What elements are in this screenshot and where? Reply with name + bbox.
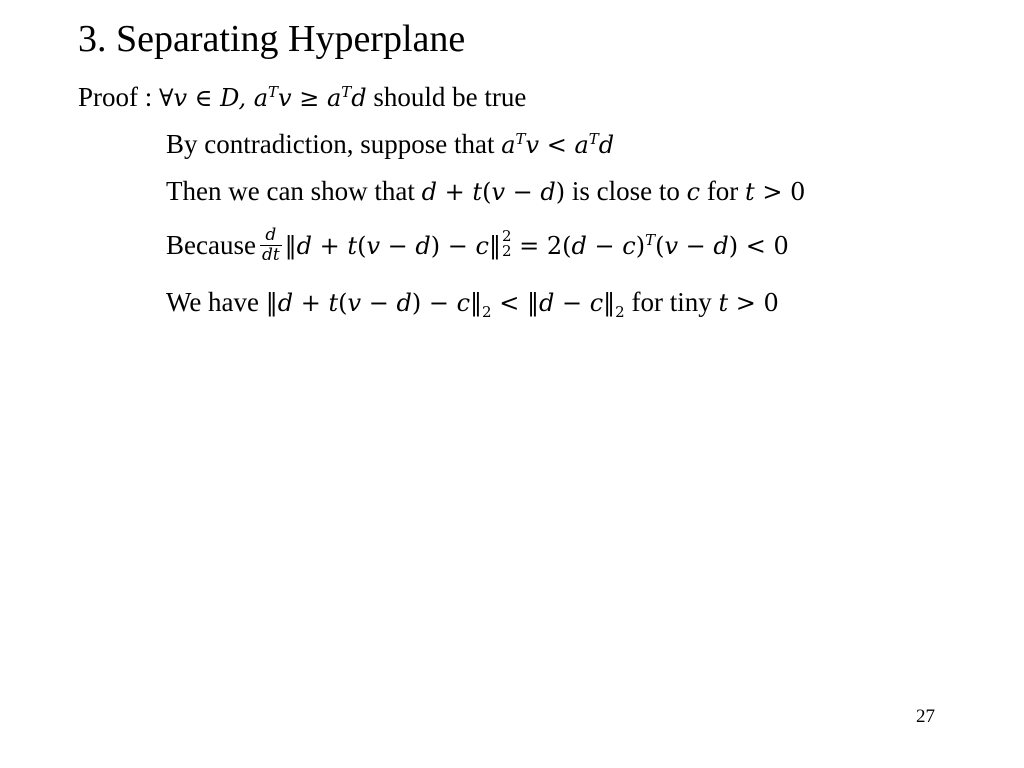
because-line <box>166 225 789 267</box>
contradiction-line <box>166 127 614 162</box>
we-have-line <box>166 285 779 320</box>
then-line <box>166 174 805 209</box>
slide-title: 3. Separating Hyperplane <box>78 18 466 60</box>
then-text: Then we can show that <box>166 176 415 206</box>
page-number: 27 <box>916 706 935 727</box>
proof-line <box>78 80 526 115</box>
close-to-text: is close to <box>571 176 680 206</box>
tiny-t-formula: t > 0 <box>718 289 779 317</box>
then-formula: d + t(v − d) <box>421 178 566 206</box>
proof-statement: should be true <box>373 82 527 112</box>
for-text: for <box>706 176 739 206</box>
for-tiny-text: for tiny <box>631 287 712 317</box>
contradiction-text: By contradiction, suppose that <box>166 129 495 159</box>
because-text: Because <box>166 230 256 260</box>
we-have-formula: ‖d + $t(v - d) - c‖_2$ < ‖d − $c‖_2$ <box>265 289 625 321</box>
derivative-fraction: $\frac{d}{dt}$ <box>261 225 280 266</box>
c-symbol: c <box>686 178 701 206</box>
proof-formula: ∀v ∈ D, $a^Tv \ge a^Td$ <box>159 83 367 112</box>
we-have-text: We have <box>166 287 260 317</box>
t-positive-formula: t > 0 <box>745 178 806 206</box>
contradiction-formula: $a^Tv < a^Td$ <box>501 130 615 159</box>
proof-label: Proof : <box>78 82 159 112</box>
because-formula: ‖d + t(v − d) − c‖ 2 2 = $2(d - c)^T(v - d) < 0$ <box>284 226 789 260</box>
